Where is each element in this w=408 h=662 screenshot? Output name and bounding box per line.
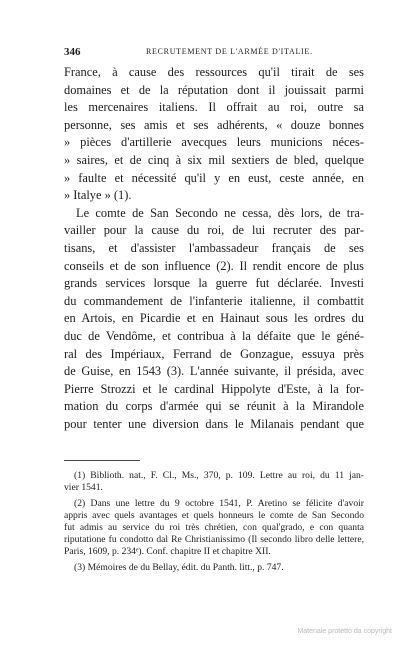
text-line: » faulte et nécessité qu'il y en eust, ceste année, en [64,170,364,185]
running-title: RECRUTEMENT DE L'ARMÉE D'ITALIE. [146,47,313,56]
text-line: domaines et de la réputation dont il jouissait parmi [64,82,364,97]
footnote-line: fut admis au service du roi très chrétien, con qual'grado, e con quanta [64,522,364,533]
main-text [64,64,364,433]
text-line: du commandement de l'infanterie italienne, il combattit [64,293,364,308]
text-line: personne, ses amis et ses adhérents, « douze bonnes [64,117,364,132]
text-line: pour tenter une diversion dans le Milanais pendant que [64,416,364,431]
page-header [64,45,362,59]
text-line: les mercenaires italiens. Il offrait au roi, outre sa [64,100,364,115]
text-line: de Guise, en 1543 (3). L'année suivante, il présida, avec [64,364,364,379]
footnotes [64,470,364,574]
text-line: ral des Impériaux, Ferrand de Gonzague, essuya près [64,346,364,361]
text-line: France, à cause des ressources qu'il tirait de ses [64,65,364,79]
paragraph-start-line: Le comte de San Secondo ne cessa, dès lors, de tra- [76,205,364,220]
footnote-line: (1) Biblioth. nat., F. Cl., Ms., 370, p. 109. Lettre au roi, du 11 jan- [74,470,364,481]
text-line: conseils et de son influence (2). Il rendit encore de plus [64,258,364,273]
text-line: duc de Vendôme, et contribua à la défaite que le géné- [64,328,364,343]
footnote-line: (2) Dans une lettre du 9 octobre 1541, P. Aretino se félicite d'avoir [74,498,364,509]
text-line: grands services lorsque la guerre fut déclarée. Investi [64,276,364,291]
text-line: » Italye » (1). [64,188,132,203]
text-line: tisans, et d'assister l'ambassadeur français de ses [64,240,364,255]
text-line: » saires, et de cinq à six mil sextiers de bled, quelque [64,152,364,167]
text-line: mation du corps d'armée qui se réunit à la Mirandole [64,399,364,414]
text-line: » pièces d'artillerie avecques leurs municions néces- [64,135,364,150]
text-line: vailler pour la cause du roi, de lui recruter des par- [64,223,364,238]
footnote-divider [64,460,140,461]
page-number: 346 [64,46,81,58]
footnote-line: Paris, 1609, p. 234ᵉ). Conf. chapitre II et chapitre XII. [64,546,271,557]
footnote-line: (3) Mémoires de du Bellay, édit. du Panth. litt., p. 747. [74,562,284,573]
copyright-watermark: Materiale protetto da copyright [297,628,392,635]
footnote-line: riputatione fu condotto dal Re Christianissimo (Il secondo libro delle lettere, [64,534,364,545]
text-line: Pierre Strozzi et le cardinal Hippolyte d'Este, à la for- [64,381,364,396]
footnote-line: vier 1541. [64,482,103,493]
text-line: en Artois, en Picardie et en Hainaut sous les ordres du [64,311,364,326]
footnote-line: appris avec quels avantages et quels honneurs le comte de San Secondo [64,510,364,521]
